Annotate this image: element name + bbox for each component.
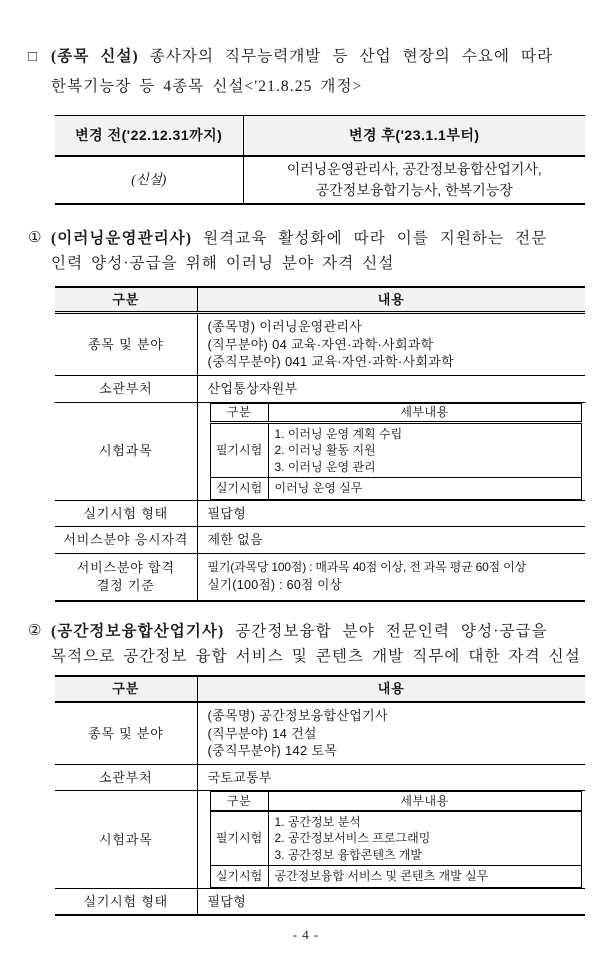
nested-header-row [210, 403, 581, 422]
spec-col-category-header: 구분 [55, 676, 197, 702]
exam-subjects-label: 시험과목 [55, 791, 197, 889]
nested-col-type-header: 구분 [210, 403, 268, 422]
spec-header-row [55, 676, 585, 702]
written-subject-1: 1. 공간정보 분석 [274, 814, 361, 829]
row-category [55, 313, 585, 376]
nested-col-detail-header: 세부내용 [268, 792, 581, 811]
nested-col-type-header: 구분 [210, 792, 268, 811]
section-2-heading [28, 619, 602, 669]
category-value [197, 702, 585, 764]
ministry-label: 소관부처 [55, 764, 197, 791]
practical-format-value: 필답형 [197, 500, 585, 527]
practical-exam-label: 실기시험 [210, 866, 268, 888]
intro-line-1-text: 종사자의 직무능력개발 등 산업 현장의 수요에 따라 [149, 48, 554, 65]
intro-line-2: 한복기능장 등 4종목 신설<'21.8.25 개정> [51, 78, 363, 95]
written-subject-1: 1. 이러닝 운영 계획 수립 [274, 426, 403, 441]
section-2-marker: ② [28, 623, 42, 639]
nested-row-written [210, 811, 581, 866]
passing-label-line-2: 결정 기준 [96, 577, 155, 593]
spec-col-category-header: 구분 [55, 287, 197, 313]
exam-subjects-nested-table [210, 403, 582, 500]
exam-subjects-value [197, 402, 585, 500]
spec-col-content-header: 내용 [197, 676, 585, 702]
intro-heading [28, 42, 588, 102]
spec-header-row [55, 287, 585, 313]
written-subject-3: 3. 이러닝 운영 관리 [274, 459, 376, 474]
category-line-1: (종목명) 공간정보융합산업기사 [207, 708, 388, 723]
row-category [55, 702, 585, 764]
page-number: - 4 - [292, 927, 320, 942]
written-exam-subjects [268, 811, 581, 866]
written-subject-3: 3. 공간정보 융합콘텐츠 개발 [274, 847, 423, 862]
practical-exam-subject: 이러닝 운영 실무 [274, 481, 363, 495]
written-exam-label: 필기시험 [210, 811, 268, 866]
row-exam-subjects [55, 791, 585, 889]
section-1-heading [28, 226, 588, 276]
section-2-line-1 [51, 619, 602, 644]
row-ministry [55, 375, 585, 402]
category-line-3: (중직무분야) 142 토목 [207, 743, 338, 758]
category-line-2: (직무분야) 14 건설 [207, 725, 317, 741]
ministry-value: 국토교통부 [197, 764, 585, 791]
row-exam-subjects [55, 402, 585, 500]
nested-col-detail-header: 세부내용 [268, 403, 581, 422]
section-1-bold-term: (이러닝운영관리사) [51, 229, 193, 247]
category-label: 종목 및 분야 [55, 702, 197, 764]
passing-label-line-1: 서비스분야 합격 [76, 560, 175, 576]
change-after-line-2: 공간정보융합기능사, 한복기능장 [315, 181, 513, 198]
intro-line-1 [51, 42, 588, 72]
eligibility-label: 서비스분야 응시자격 [55, 527, 197, 554]
eligibility-value: 제한 없음 [197, 527, 585, 554]
section-2-spec-table [55, 675, 585, 916]
change-before-header: 변경 전('22.12.31까지) [55, 116, 243, 156]
section-1-heading-lines [51, 226, 588, 276]
practical-exam-label: 실기시험 [210, 478, 268, 500]
section-1-marker: ① [28, 229, 42, 246]
practical-format-label: 실기시험 형태 [55, 500, 197, 527]
exam-subjects-value [197, 791, 585, 889]
written-subject-2: 2. 이러닝 활동 지원 [274, 443, 376, 457]
section-2-line-2: 목적으로 공간정보 융합 서비스 및 콘텐츠 개발 직무에 대한 자격 신설 [51, 648, 581, 665]
change-table-row [55, 156, 585, 204]
passing-practical-criteria: 실기(100점) : 60점 이상 [207, 577, 343, 592]
ministry-label: 소관부처 [55, 375, 197, 402]
category-value [197, 313, 585, 376]
category-label: 종목 및 분야 [55, 313, 197, 376]
exam-subjects-nested-table [210, 791, 582, 888]
nested-row-practical [210, 478, 581, 500]
intro-bold-term: (종목 신설) [51, 48, 139, 65]
section-1-line-1-text: 원격교육 활성화에 따라 이를 지원하는 전문 [203, 229, 548, 247]
passing-criteria-label [55, 553, 197, 601]
change-table-header-row [55, 116, 585, 156]
intro-heading-lines [51, 42, 588, 102]
practical-format-label: 실기시험 형태 [55, 888, 197, 915]
row-practical-format [55, 888, 585, 915]
nested-row-written [210, 422, 581, 478]
practical-exam-subject: 공간정보융합 서비스 및 콘텐츠 개발 실무 [274, 869, 489, 883]
passing-criteria-value [197, 553, 585, 601]
written-exam-label: 필기시험 [210, 422, 268, 478]
ministry-value: 산업통상자원부 [197, 375, 585, 402]
nested-header-row [210, 792, 581, 811]
nested-row-practical [210, 866, 581, 888]
written-subject-2: 2. 공간정보서비스 프로그래밍 [274, 831, 431, 845]
spec-col-content-header: 내용 [197, 287, 585, 313]
row-ministry [55, 764, 585, 791]
section-1-line-2: 인력 양성·공급을 위해 이러닝 분야 자격 신설 [51, 254, 395, 272]
checkbox-square-icon: □ [28, 49, 38, 65]
change-after-cell [243, 156, 585, 204]
practical-format-value: 필답형 [207, 893, 247, 909]
change-table [55, 115, 585, 205]
section-1-line-1 [51, 226, 588, 251]
row-practical-format [55, 500, 585, 527]
row-eligibility [55, 527, 585, 554]
section-2-heading-lines [51, 619, 602, 669]
section-2-bold-term: (공간정보융합산업기사) [51, 623, 225, 640]
row-passing-criteria [55, 553, 585, 601]
change-after-header: 변경 후('23.1.1부터) [243, 116, 585, 156]
passing-written-criteria: 필기(과목당 100점) : 매과목 40점 이상, 전 과목 평균 60점 이상 [207, 560, 526, 575]
category-line-3: (중직무분야) 041 교육·자연·과학·사회과학 [207, 354, 454, 369]
change-after-line-1: 이러닝운영관리사, 공간정보융합산업기사, [286, 160, 542, 177]
section-2-line-1-text: 공간정보융합 분야 전문인력 양성·공급을 [235, 623, 548, 640]
exam-subjects-label: 시험과목 [55, 402, 197, 500]
written-exam-subjects [268, 422, 581, 478]
change-before-cell: (신설) [55, 156, 243, 204]
category-line-1: (종목명) 이러닝운영관리사 [207, 319, 363, 334]
category-line-2: (직무분야) 04 교육·자연·과학·사회과학 [207, 336, 434, 352]
section-1-spec-table [55, 286, 585, 603]
